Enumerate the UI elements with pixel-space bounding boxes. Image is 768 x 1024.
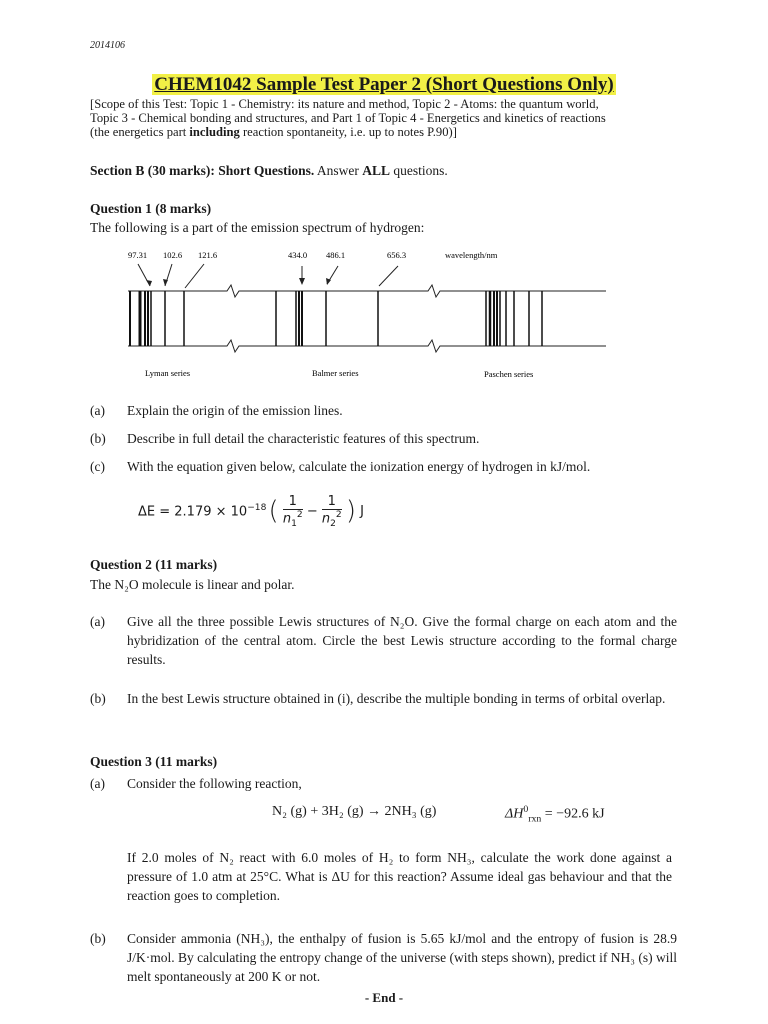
reaction-equation: N₂ (g) + 3H₂ (g) → 2NH₃ (g) (272, 804, 437, 819)
reaction-enthalpy: $\Delta H^0_{rxn} = -92.6$ kJ (505, 804, 605, 825)
spectral-lines (130, 291, 542, 346)
question-1-intro: The following is a part of the emission spectrum of hydrogen: (90, 220, 425, 235)
energy-equation: $\Delta E = 2.179 \times 10^{-18}$ ( $\frac{1}{n_1^2}$ − $\frac{1}{n_2^2}$ ) J (138, 494, 364, 529)
document-date: 2014106 (90, 40, 125, 51)
wavelength-label: wavelength/nm (445, 250, 498, 260)
page-title: CHEM1042 Sample Test Paper 2 (Short Questions Only) (154, 74, 614, 95)
spectrum-band (128, 285, 606, 352)
arrow-heads (146, 278, 331, 286)
hydrogen-emission-spectrum (90, 244, 620, 386)
question-1-heading: Question 1 (8 marks) (90, 201, 212, 216)
balmer-label-486: 486.1 (326, 250, 346, 260)
test-scope: [Scope of this Test: Topic 1 - Chemistry: its nature and method, Topic 2 - Atoms: the quantum world, Topic 3 - Chemical bonding and structures, and Part 1 of Topic 4 - Energetics and kinetics of reactions (the energetics part including reaction spontaneity, i.e. up to notes P.90)] (90, 97, 606, 139)
question-2-heading: Question 2 (11 marks) (90, 557, 218, 572)
balmer-series-label: Balmer series (312, 368, 359, 378)
balmer-label-434: 434.0 (288, 250, 308, 260)
question-2-intro: The N₂O molecule is linear and polar. (90, 577, 295, 592)
balmer-label-656: 656.3 (387, 250, 407, 260)
question-3-heading: Question 3 (11 marks) (90, 754, 218, 769)
lyman-label-102: 102.6 (163, 250, 183, 260)
paschen-series-label: Paschen series (484, 369, 534, 379)
lyman-label-121: 121.6 (198, 250, 218, 260)
lyman-series-label: Lyman series (145, 368, 191, 378)
section-heading: Section B (30 marks): Short Questions. Answer ALL questions. (90, 163, 448, 178)
pointer-arrows (138, 264, 398, 288)
end-marker: - End - (364, 990, 404, 1005)
question-3a-details: If 2.0 moles of N₂ react with 6.0 moles of H₂ to form NH₃, calculate the work done against a pressure of 1.0 atm at 25°C. What is ΔU for this reaction? Assume ideal gas behaviour and that the reaction goes to completion. (127, 850, 672, 903)
lyman-label-97: 97.31 (128, 250, 148, 260)
